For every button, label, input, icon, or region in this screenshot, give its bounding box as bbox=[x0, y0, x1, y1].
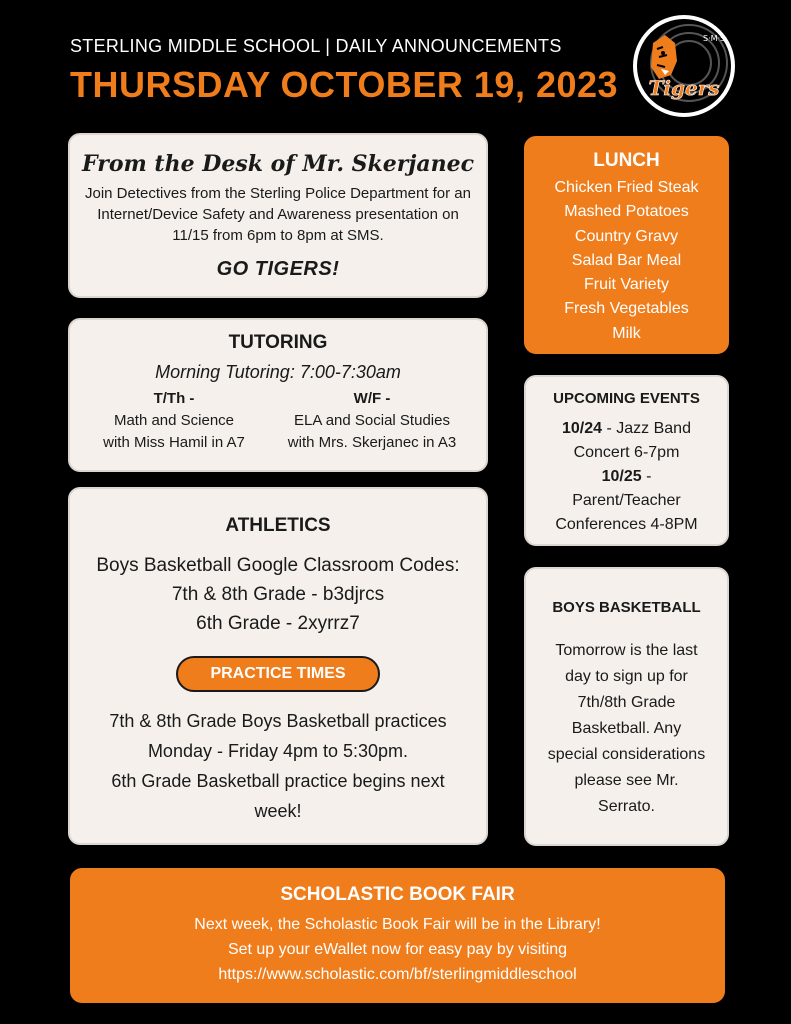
event-detail: Conferences 4-8PM bbox=[555, 516, 698, 533]
practice-line: week! bbox=[254, 801, 302, 821]
practice-line: 6th Grade Basketball practice begins next bbox=[111, 771, 445, 791]
tutoring-teacher: with Miss Hamil in A7 bbox=[103, 434, 245, 451]
tutoring-teacher: with Mrs. Skerjanec in A3 bbox=[287, 434, 457, 451]
header-date: THURSDAY OCTOBER 19, 2023 bbox=[70, 64, 619, 105]
book-fair-title: SCHOLASTIC BOOK FAIR bbox=[280, 884, 515, 905]
event-date: 10/24 bbox=[562, 420, 603, 437]
tutoring-column-tth bbox=[74, 388, 274, 454]
go-tigers-tagline: GO TIGERS! bbox=[216, 258, 340, 280]
boys-basketball-card bbox=[524, 567, 729, 846]
morning-tutoring-time: Morning Tutoring: 7:00-7:30am bbox=[155, 362, 401, 382]
classroom-codes bbox=[70, 551, 486, 638]
tutoring-subject: ELA and Social Studies bbox=[294, 412, 450, 429]
event-text: - Jazz Band bbox=[602, 420, 691, 437]
lunch-item: Chicken Fried Steak bbox=[554, 179, 699, 196]
events-list bbox=[526, 417, 727, 537]
svg-text:S·M·S: S·M·S bbox=[703, 34, 726, 43]
tutoring-card bbox=[68, 318, 488, 472]
practice-times-button[interactable]: PRACTICE TIMES bbox=[176, 656, 380, 692]
tutoring-subject: Math and Science bbox=[113, 412, 235, 429]
lunch-title: LUNCH bbox=[593, 150, 660, 171]
principal-message-body: Join Detectives from the Sterling Police Department for an Internet/Device Safety and Awareness presentation on 11/15 from 6pm to 8pm at SMS. bbox=[84, 185, 471, 244]
header-subtitle: STERLING MIDDLE SCHOOL | DAILY ANNOUNCEMENTS bbox=[70, 36, 562, 56]
basketball-line: day to sign up for bbox=[565, 668, 688, 685]
upcoming-events-title: UPCOMING EVENTS bbox=[553, 390, 700, 407]
event-detail: Concert 6-7pm bbox=[573, 444, 680, 461]
event-text: - bbox=[641, 468, 652, 485]
athletics-card bbox=[68, 487, 488, 845]
tutoring-column-wf bbox=[272, 388, 472, 454]
tutoring-day-label: W/F - bbox=[353, 390, 391, 407]
tiger-logo-icon bbox=[631, 13, 737, 119]
svg-text:Tigers: Tigers bbox=[648, 76, 720, 100]
book-fair-body bbox=[72, 912, 723, 987]
basketball-line: special considerations bbox=[547, 746, 706, 763]
practice-line: Monday - Friday 4pm to 5:30pm. bbox=[147, 741, 409, 761]
basketball-line: Tomorrow is the last bbox=[555, 642, 698, 659]
lunch-card bbox=[524, 136, 729, 354]
book-fair-line: Next week, the Scholastic Book Fair will be in the Library! bbox=[194, 916, 601, 933]
lunch-item: Country Gravy bbox=[574, 227, 679, 245]
lunch-item: Fruit Variety bbox=[583, 276, 670, 294]
book-fair-card bbox=[70, 868, 725, 1003]
lunch-item: Fresh Vegetables bbox=[564, 300, 689, 318]
boys-basketball-title: BOYS BASKETBALL bbox=[552, 599, 701, 616]
practice-schedule bbox=[70, 706, 486, 826]
book-fair-link[interactable]: https://www.scholastic.com/bf/sterlingmiddleschool bbox=[218, 966, 577, 983]
athletics-title: ATHLETICS bbox=[225, 515, 331, 536]
lunch-menu bbox=[526, 176, 727, 346]
basketball-line: Basketball. Any bbox=[571, 720, 682, 737]
upcoming-events-card bbox=[524, 375, 729, 546]
event-date: 10/25 bbox=[601, 468, 642, 485]
principal-message-card bbox=[68, 133, 488, 298]
classroom-code-6: 6th Grade - 2xyrrz7 bbox=[196, 613, 360, 634]
event-detail: Parent/Teacher bbox=[572, 492, 681, 509]
event-item bbox=[526, 465, 727, 489]
lunch-item: Milk bbox=[612, 324, 641, 342]
classroom-codes-heading: Boys Basketball Google Classroom Codes: bbox=[96, 555, 460, 576]
practice-line: 7th & 8th Grade Boys Basketball practices bbox=[109, 711, 447, 731]
book-fair-line: Set up your eWallet now for easy pay by visiting bbox=[227, 941, 568, 958]
principal-message-title: From the Desk of Mr. Skerjanec bbox=[82, 151, 474, 177]
boys-basketball-body bbox=[532, 638, 721, 820]
classroom-code-7-8: 7th & 8th Grade - b3djrcs bbox=[171, 584, 385, 605]
lunch-item: Mashed Potatoes bbox=[564, 203, 689, 221]
basketball-line: please see Mr. bbox=[574, 772, 679, 789]
basketball-line: Serrato. bbox=[598, 798, 655, 815]
tutoring-title: TUTORING bbox=[228, 332, 328, 353]
lunch-item: Salad Bar Meal bbox=[571, 251, 682, 269]
basketball-line: 7th/8th Grade bbox=[577, 694, 676, 711]
tutoring-day-label: T/Th - bbox=[153, 390, 195, 407]
event-item bbox=[526, 417, 727, 441]
